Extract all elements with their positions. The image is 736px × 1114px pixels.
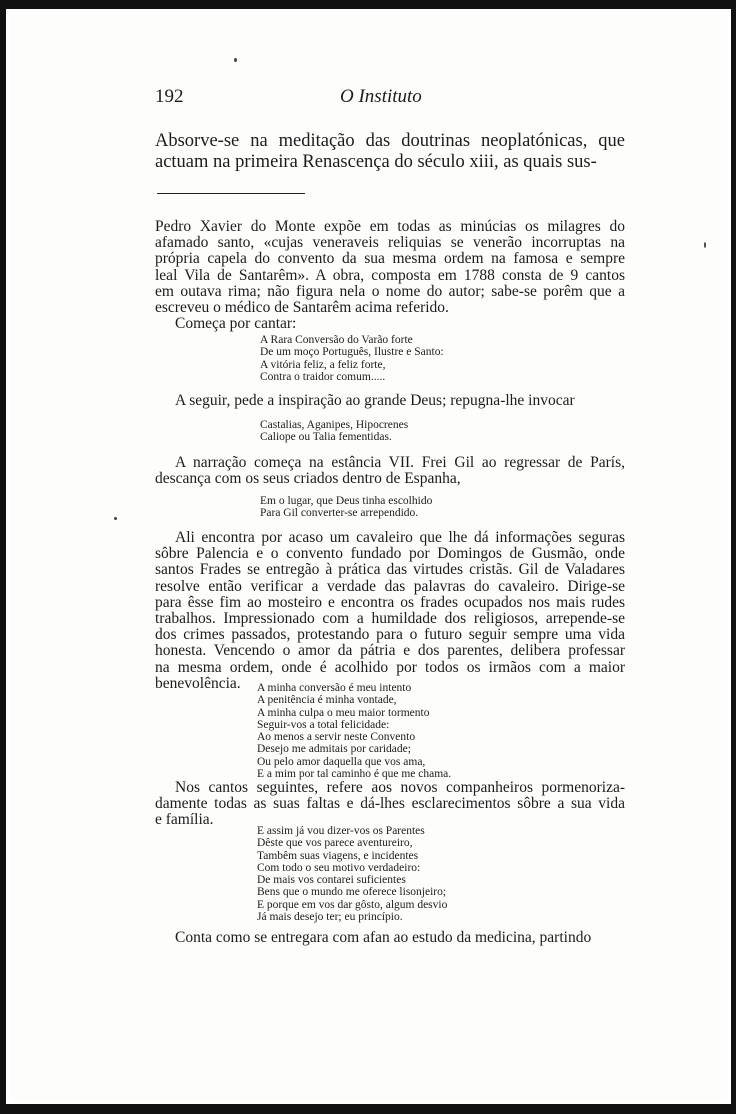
note-line: benevolência. <box>155 674 241 692</box>
verse-line: E assim já vou dizer-vos os Parentes <box>257 825 425 837</box>
scan-border-right <box>731 0 736 1114</box>
scan-speck <box>114 517 117 520</box>
note-line: Pedro Xavier do Monte expõe em todas as minúcias os milagres do <box>155 218 625 235</box>
note-line: Ali encontra por acaso um cavaleiro que lhe dá informações seguras <box>175 529 625 546</box>
note-line: para êsse fim ao mosteiro e encontra os frades ocupados nos mais rudes <box>155 593 625 611</box>
verse-line: A vitória feliz, a feliz forte, <box>260 358 386 371</box>
verse-line: Contra o traidor comum..... <box>260 370 386 383</box>
scan-border-top <box>0 0 736 9</box>
verse-line: Ou pelo amor daquella que vos ama, <box>257 755 426 768</box>
footnote-paragraph-2 <box>155 455 625 487</box>
note-line: A seguir, pede a inspiração ao grande Deus; repugna-lhe invocar <box>175 392 575 409</box>
note-line: resolve então verificar a verdade das palavras do cavaleiro. Dirige-se <box>155 577 625 595</box>
verse-line: A minha conversão é meu intento <box>257 682 412 694</box>
footnote-rule <box>157 193 305 194</box>
verse-line: E a mim por tal caminho é que me chama. <box>257 768 452 781</box>
scan-speck <box>704 242 706 248</box>
note-line: descança com os seus criados dentro de Espanha, <box>155 470 461 488</box>
note-line: A narração começa na estância VII. Frei Gil ao regressar de París, <box>175 454 625 471</box>
verse-line: De um moço Português, Ilustre e Santo: <box>260 346 444 359</box>
verse-block-3 <box>260 495 432 520</box>
verse-line: Em o lugar, que Deus tinha escolhido <box>260 495 433 507</box>
note-line: leal Vila de Santarêm». A obra, composta em 1788 consta de 9 cantos <box>155 266 625 284</box>
verse-line: Caliope ou Talia fementidas. <box>260 431 392 444</box>
verse-line: Desejo me admitais por caridade; <box>257 743 411 756</box>
note-line: afamado santo, «cujas veneraveis reliquias se venerão incorruptas na <box>155 234 625 252</box>
note-line: santos Frades se entregão à prática das virtudes cristãs. Gil de Valadares <box>155 561 625 579</box>
verse-block-5 <box>257 825 447 923</box>
verse-block-4 <box>257 682 451 780</box>
note-line: Nos cantos seguintes, refere aos novos companheiros pormenoriza- <box>175 779 625 796</box>
note-line: e família. <box>155 811 214 829</box>
main-text-line: actuam na primeira Renascença do século xiii, as quais sus- <box>155 152 597 172</box>
verse-line: Seguir-vos a total felicidade: <box>257 718 390 731</box>
main-text-line: Absorve-se na meditação das doutrinas neoplatónicas, que <box>155 131 625 151</box>
verse-line: A penitência é minha vontade, <box>257 694 397 707</box>
footnote-paragraph-3 <box>155 530 625 692</box>
scan-border-bottom <box>0 1104 736 1114</box>
verse-line: Com todo o seu motivo verdadeiro: <box>257 861 421 874</box>
note-line: damente todas as suas faltas e dá-lhes esclarecimentos sôbre a sua vida <box>155 795 625 813</box>
note-line: escreveu o médico de Santarêm acima referido. <box>155 299 449 317</box>
note-line: trabalhos. Impressionado com a humildade dos religiosos, arrepende-se <box>155 610 625 628</box>
verse-line: Para Gil converter-se arrependido. <box>260 507 419 520</box>
verse-line: E porque em vos dar gôsto, algum desvio <box>257 898 448 911</box>
verse-block-2 <box>260 419 408 444</box>
verse-line: Castalias, Aganipes, Hipocrenes <box>260 419 409 431</box>
verse-line: Ao menos a servir neste Convento <box>257 731 416 744</box>
footnote-paragraph-4 <box>155 780 625 829</box>
verse-line: Tambêm suas viagens, e incidentes <box>257 849 419 862</box>
note-line: dos crimes passados, protestando para o futuro seguir sempre uma vida <box>155 626 625 644</box>
verse-line: Bens que o mundo me oferece lisonjeiro; <box>257 886 447 899</box>
running-title: O Instituto <box>340 86 422 107</box>
note-line: em outava rima; não figura nela o nome do autor; sabe-se porêm que a <box>155 282 625 300</box>
verse-line: A minha culpa o meu maior tormento <box>257 706 430 719</box>
verse-line: A Rara Conversão do Varão forte <box>260 334 413 346</box>
footnote-intro-2 <box>155 393 625 409</box>
note-line: própria capela do convento da sua mesma ordem na famosa e sempre <box>155 250 625 268</box>
verse-line: De mais vos contarei suficientes <box>257 874 406 887</box>
main-text <box>155 131 625 173</box>
verse-line: Dêste que vos parece aventureiro, <box>257 837 413 850</box>
note-line: honesta. Vencendo o amor da pátria e dos parentes, delibera professar <box>155 642 625 660</box>
verse-line: Já mais desejo ter; eu princípio. <box>257 911 403 924</box>
note-line: Conta como se entregara com afan ao estudo da medicina, partindo <box>175 929 592 946</box>
note-line: na mesma ordem, onde é acolhido por todos os irmãos com a maior <box>155 658 625 676</box>
page-number: 192 <box>155 86 184 107</box>
page-header <box>155 86 625 112</box>
footnote-paragraph-1 <box>155 219 625 332</box>
footnote-paragraph-5 <box>155 930 625 946</box>
note-line: Começa por cantar: <box>175 315 297 333</box>
scan-border-left <box>0 0 6 1114</box>
scan-speck <box>234 58 237 62</box>
verse-block-1 <box>260 334 444 383</box>
note-line: sôbre Palencia e o convento fundado por Domingos de Gusmão, onde <box>155 545 625 563</box>
